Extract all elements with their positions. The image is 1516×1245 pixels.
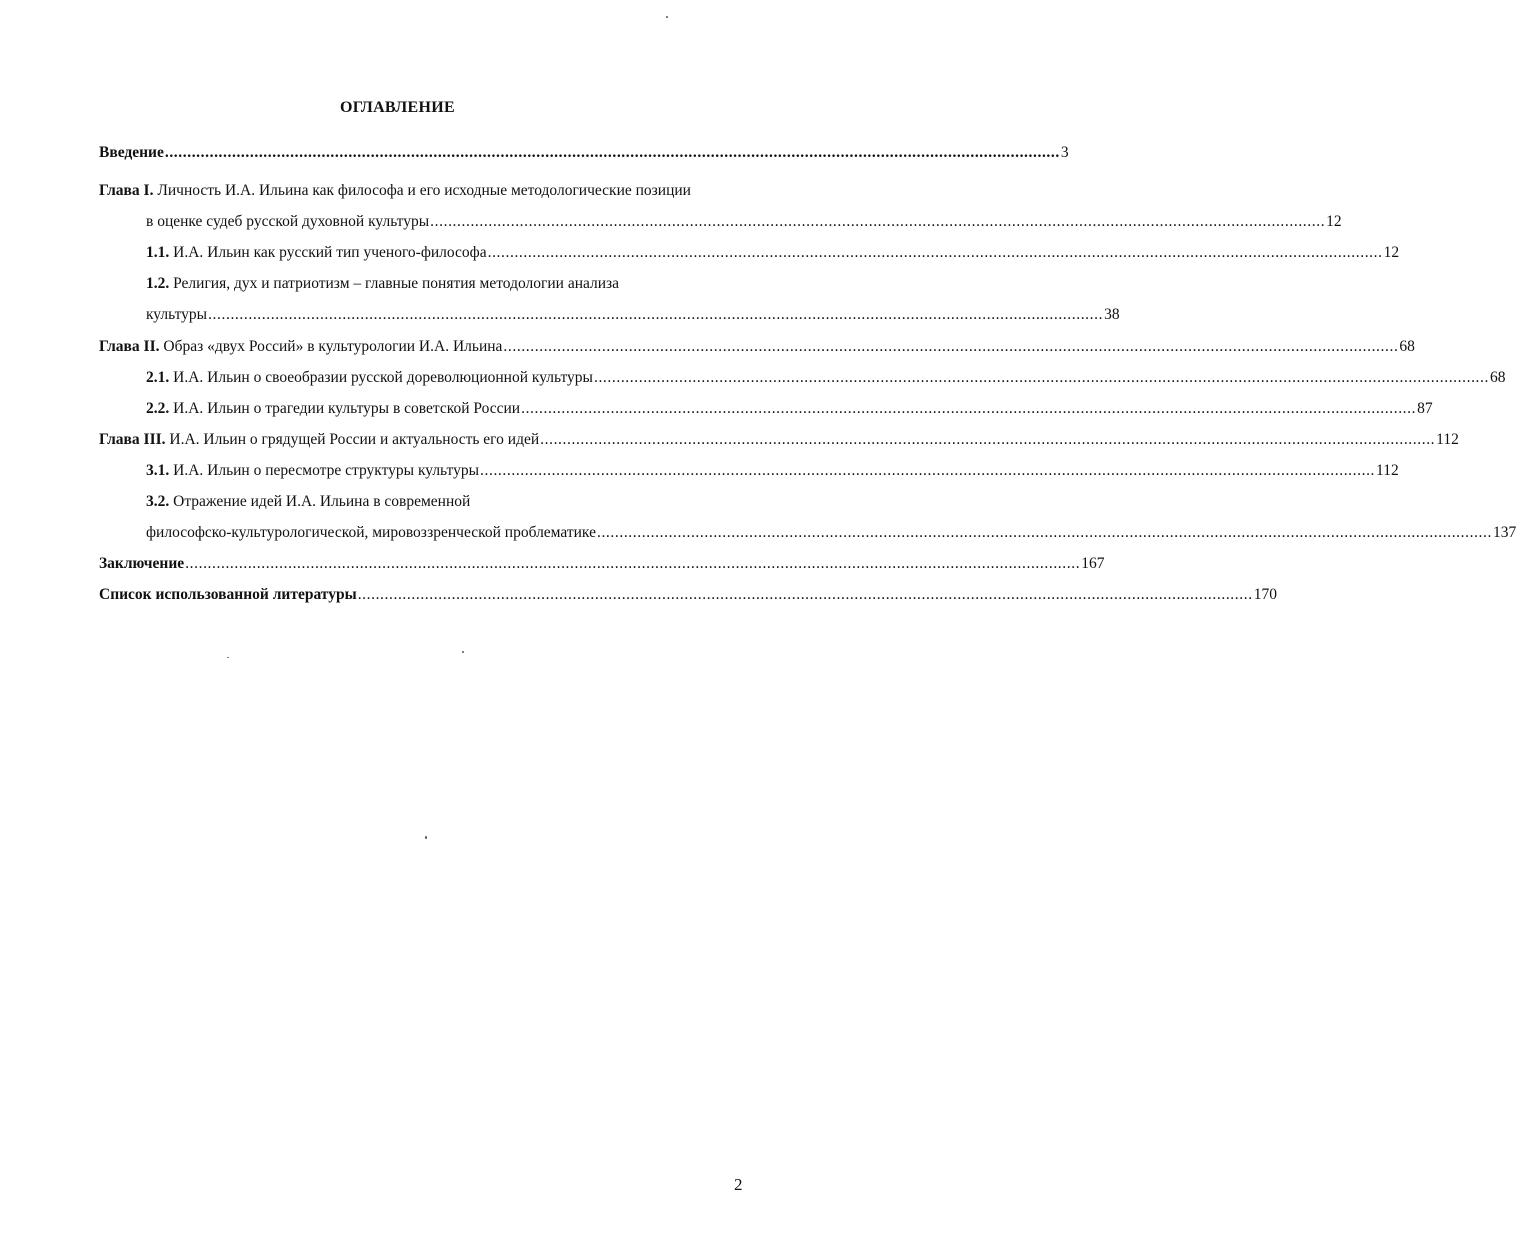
toc-chapter-title: Образ «двух Россий» в культурологии И.А. Ильина — [163, 338, 503, 355]
toc-page-number: 12 — [1326, 213, 1342, 230]
toc-section-title-cont: культуры — [146, 306, 208, 323]
toc-entry-bibliography[interactable] — [99, 585, 1277, 605]
toc-entry-label: Введение — [99, 144, 164, 161]
toc-page-number: 3 — [1060, 144, 1069, 161]
toc-entry-label: Список использованной литературы — [99, 586, 357, 603]
toc-leader-dots: ........................................................................................................................................................................................................ — [540, 431, 1436, 448]
toc-leader-dots: ........................................................................................................................................................................................................ — [596, 524, 1492, 541]
toc-section-3-2-line2[interactable] — [146, 523, 1516, 543]
toc-section-title: Отражение идей И.А. Ильина в современной — [173, 493, 471, 510]
page-number: 2 — [734, 1175, 743, 1194]
toc-section-2-2[interactable] — [146, 399, 1433, 419]
toc-section-1-2-line2[interactable] — [146, 305, 1120, 325]
scan-speck — [462, 651, 464, 653]
toc-page-number: 112 — [1436, 431, 1459, 448]
scan-speck — [666, 16, 668, 18]
toc-page-number: 68 — [1399, 338, 1415, 355]
toc-section-prefix: 3.1. — [146, 462, 170, 479]
toc-page-number: 68 — [1489, 369, 1506, 386]
toc-section-title: И.А. Ильин как русский тип ученого-философа — [173, 244, 487, 261]
toc-chapter-title: Личность И.А. Ильина как философа и его исходные методологические позиции — [157, 182, 691, 199]
toc-chapter-prefix: Глава I. — [99, 182, 154, 199]
toc-leader-dots: ........................................................................................................................................................................................................ — [357, 586, 1253, 603]
toc-section-title: И.А. Ильин о своеобразии русской дореволюционной культуры — [173, 369, 593, 386]
toc-section-title: И.А. Ильин о пересмотре структуры культуры — [173, 462, 480, 479]
page-title: ОГЛАВЛЕНИЕ — [340, 99, 455, 116]
toc-section-1-1[interactable] — [146, 243, 1400, 263]
toc-chapter-title-cont: в оценке судеб русской духовной культуры — [146, 213, 430, 230]
toc-page-number: 167 — [1081, 555, 1105, 572]
toc-leader-dots: ........................................................................................................................................................................................................ — [503, 338, 1399, 355]
toc-chapter-prefix: Глава III. — [99, 431, 166, 448]
toc-section-prefix: 2.2. — [146, 400, 170, 417]
toc-leader-dots: ........................................................................................................................................................................................................ — [185, 555, 1081, 572]
toc-page-number: 38 — [1104, 306, 1120, 323]
toc-section-title: Религия, дух и патриотизм – главные понятия методологии анализа — [173, 275, 620, 292]
toc-page-number: 137 — [1492, 524, 1516, 541]
toc-section-prefix: 2.1. — [146, 369, 170, 386]
toc-page-number: 170 — [1253, 586, 1277, 603]
toc-section-title-cont: философско-культурологической, мировоззренческой проблематике — [146, 524, 596, 541]
scan-speck — [425, 836, 427, 839]
toc-section-prefix: 1.2. — [146, 275, 170, 292]
toc-leader-dots: ........................................................................................................................................................................................................ — [208, 306, 1104, 323]
toc-section-title: И.А. Ильин о трагедии культуры в советской России — [173, 400, 521, 417]
toc-section-3-2-line1[interactable] — [146, 492, 470, 512]
toc-page-number: 87 — [1417, 400, 1433, 417]
toc-chapter-1-line1[interactable] — [99, 181, 691, 201]
toc-leader-dots: ........................................................................................................................................................................................................ — [430, 213, 1326, 230]
toc-chapter-2[interactable] — [99, 337, 1415, 357]
toc-chapter-title: И.А. Ильин о грядущей России и актуальность его идей — [169, 431, 540, 448]
toc-leader-dots: ........................................................................................................................................................................................................ — [487, 244, 1383, 261]
toc-page-number: 112 — [1376, 462, 1399, 479]
toc-entry-label: Заключение — [99, 555, 185, 572]
toc-section-1-2-line1[interactable] — [146, 274, 619, 294]
toc-leader-dots: ........................................................................................................................................................................................................ — [593, 369, 1489, 386]
toc-chapter-prefix: Глава II. — [99, 338, 160, 355]
toc-leader-dots: ........................................................................................................................................................................................................ — [480, 462, 1376, 479]
toc-leader-dots: ........................................................................................................................................................................................................ — [164, 144, 1060, 161]
scan-speck — [227, 657, 229, 658]
toc-section-prefix: 1.1. — [146, 244, 170, 261]
toc-chapter-1-line2[interactable] — [146, 212, 1342, 232]
toc-leader-dots: ........................................................................................................................................................................................................ — [521, 400, 1417, 417]
toc-section-prefix: 3.2. — [146, 493, 170, 510]
toc-section-3-1[interactable] — [146, 461, 1399, 481]
toc-section-2-1[interactable] — [146, 368, 1506, 388]
toc-entry-intro[interactable] — [99, 143, 1069, 163]
toc-entry-conclusion[interactable] — [99, 554, 1105, 574]
toc-chapter-3[interactable] — [99, 430, 1459, 450]
toc-page-number: 12 — [1383, 244, 1400, 261]
